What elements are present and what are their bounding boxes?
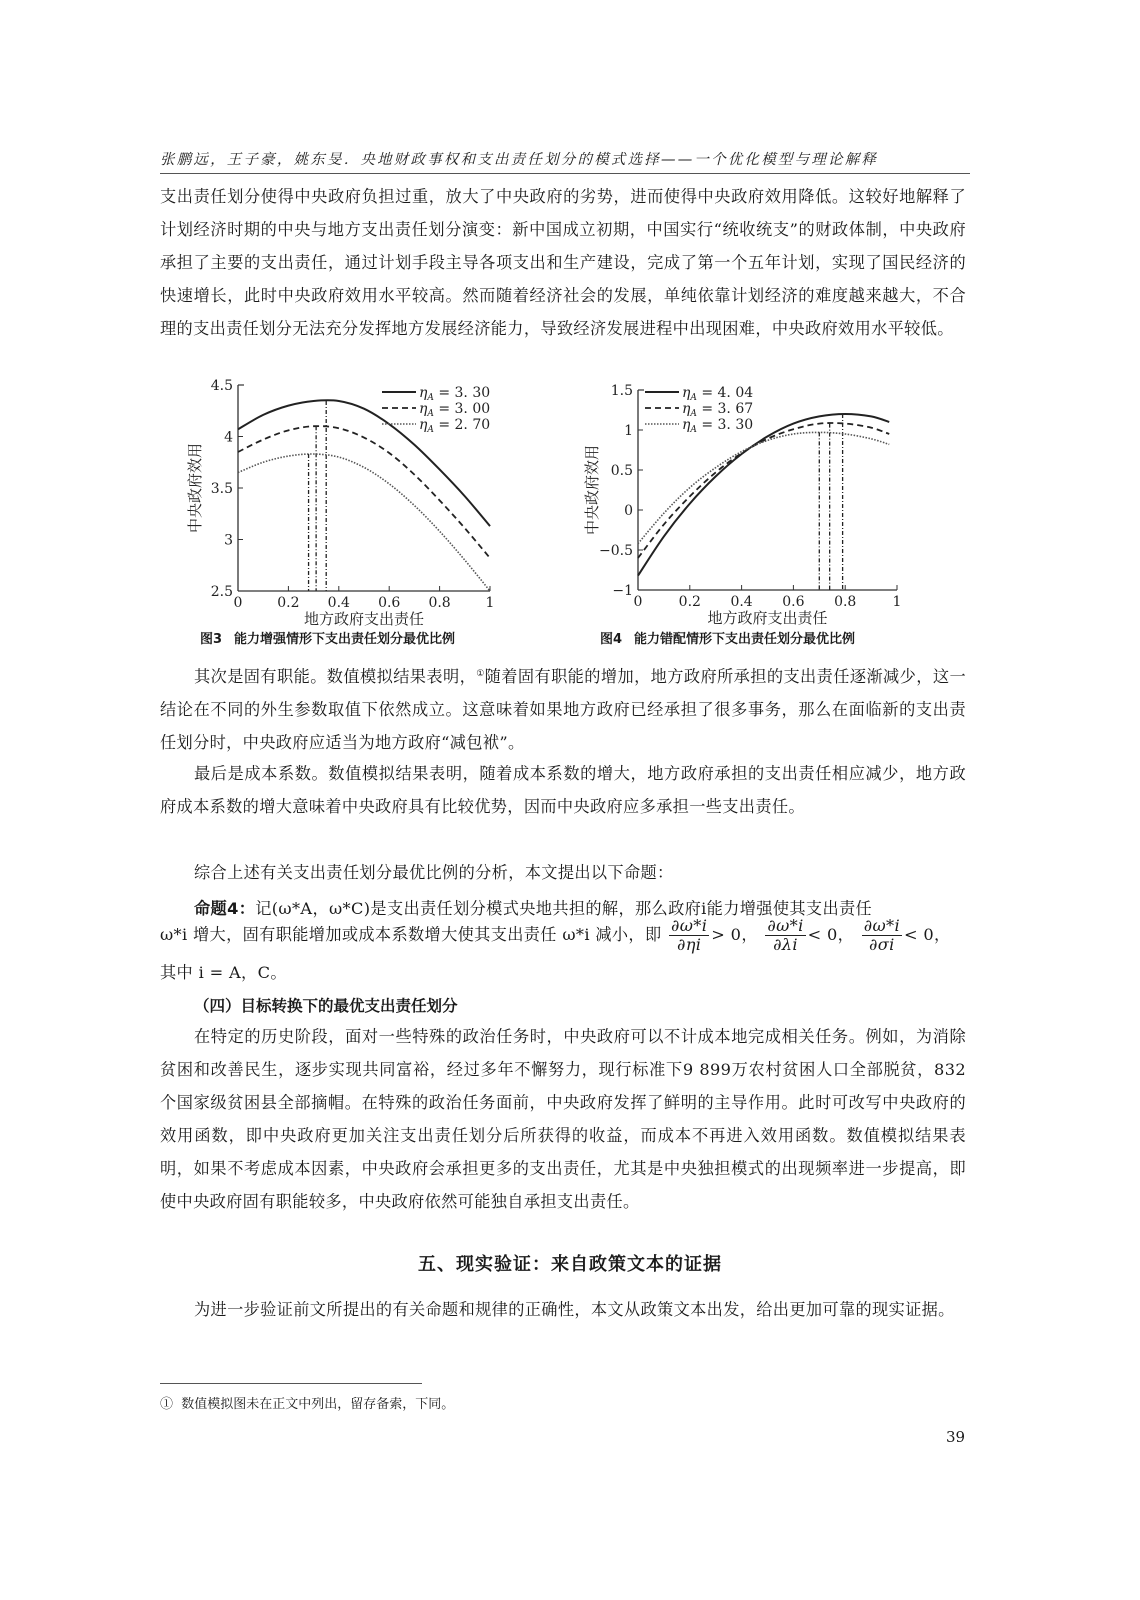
figure-3-caption — [200, 628, 455, 647]
x-tick-label: 0.6 — [782, 594, 805, 610]
proposition-text-1: 记(ω*A，ω*C)是支出责任划分模式央地共担的解，那么政府i能力增强使其支出责任 — [255, 899, 873, 918]
figure-4-caption — [600, 628, 855, 647]
paragraph-6-text: 为进一步验证前文所提出的有关命题和规律的正确性，本文从政策文本出发，给出更加可靠的现实证据。 — [194, 1300, 955, 1319]
derivative-lambda-numerator: ∂ω*i — [767, 916, 804, 936]
y-axis-label: 中央政府效用 — [186, 442, 204, 534]
subheading-4: （四）目标转换下的最优支出责任划分 — [194, 997, 458, 1015]
x-tick-label: 0.2 — [277, 595, 300, 611]
figure-4-label: 图4 — [600, 632, 623, 647]
paragraph-5-text: 在特定的历史阶段，面对一些特殊的政治任务时，中央政府可以不计成本地完成相关任务。例如，为消除贫困和改善民生，逐步实现共同富裕，经过多年不懈努力，现行标准下9 899万农村贫困人口全部脱贫，832个国家级贫困县全部摘帽。在特殊的政治任务面前，中央政府发挥了鲜明的主导作用。此时可改写中央政府的效用函数，即中央政府更加关注支出责任划分后所获得的收益，而成本不再进入效用函数。数值模拟结果表明，如果不考虑成本因素，中央政府会承担更多的支出责任，尤其是中央独担模式的出现频率进一步提高，即使中央政府固有职能较多，中央政府依然可能独自承担支出责任。 — [160, 1027, 966, 1211]
figure-4-chart — [575, 372, 920, 628]
y-axis-label: 中央政府效用 — [583, 444, 601, 536]
footnote-text: 数值模拟图未在正文中列出，留存备索，下同。 — [181, 1397, 455, 1412]
x-tick-label: 0 — [233, 595, 243, 611]
x-tick-label: 0.4 — [327, 595, 350, 611]
header-rule — [160, 173, 970, 174]
y-tick-label: 4.5 — [210, 378, 233, 394]
figure-3-label: 图3 — [200, 632, 223, 647]
legend-entry: $\eta_A = 3$. 00 — [419, 401, 491, 419]
legend-entry: $\eta_A = 2$. 70 — [419, 417, 491, 435]
paragraph-2-text-a: 其次是固有职能。数值模拟结果表明， — [194, 667, 477, 686]
derivative-lambda-denominator: ∂λi — [773, 935, 798, 954]
running-header: 张鹏远，王子豪，姚东旻．央地财政事权和支出责任划分的模式选择——一个优化模型与理论解释 — [160, 152, 879, 168]
x-tick-label: 0.4 — [730, 594, 753, 610]
y-tick-label: 0.5 — [610, 463, 633, 479]
legend-entry: $\eta_A = 3$. 30 — [419, 385, 491, 403]
y-tick-label: 3 — [224, 532, 233, 549]
legend-entry: $\eta_A = 3$. 67 — [682, 401, 754, 419]
derivative-sigma-numerator: ∂ω*i — [863, 916, 900, 936]
series-line-dashed — [638, 423, 889, 558]
x-tick-label: 0.8 — [428, 595, 451, 611]
series-line-dotted — [638, 432, 889, 543]
proposition-label: 命题4： — [194, 899, 256, 918]
x-tick-label: 0.6 — [378, 595, 401, 611]
y-tick-label: 0 — [624, 503, 633, 519]
figure-4-title: 能力错配情形下支出责任划分最优比例 — [634, 632, 856, 647]
derivative-eta-numerator: ∂ω*i — [671, 916, 708, 936]
footnote-mark: ① — [160, 1397, 174, 1412]
y-tick-label: −1 — [612, 583, 633, 599]
derivative-eta — [669, 917, 709, 954]
derivative-sigma-relation: < 0， — [903, 925, 951, 944]
paragraph-3 — [160, 757, 966, 823]
x-tick-label: 0 — [633, 594, 643, 610]
proposition-text-3: 其中 i = A，C。 — [160, 963, 287, 982]
y-tick-label: 1.5 — [610, 383, 633, 399]
paragraph-2 — [160, 658, 966, 759]
x-axis-label: 地方政府支出责任 — [303, 610, 425, 628]
paragraph-1-text: 支出责任划分使得中央政府负担过重，放大了中央政府的劣势，进而使得中央政府效用降低。这较好地解释了计划经济时期的中央与地方支出责任划分演变：新中国成立初期，中国实行“统收统支”的财政体制，中央政府承担了主要的支出责任，通过计划手段主导各项支出和生产建设，完成了第一个五年计划，实现了国民经济的快速增长，此时中央政府效用水平较高。然而随着经济社会的发展，单纯依靠计划经济的难度越来越大，不合理的支出责任划分无法充分发挥地方发展经济能力，导致经济发展进程中出现困难，中央政府效用水平较低。 — [160, 187, 966, 338]
proposition-4-line3 — [160, 956, 966, 989]
proposition-text-2: ω*i 增大，固有职能增加或成本系数增大使其支出责任 ω*i 减小，即 — [160, 925, 662, 944]
x-tick-label: 1 — [485, 595, 495, 611]
derivative-lambda — [765, 917, 805, 954]
derivative-eta-denominator: ∂ηi — [676, 935, 702, 954]
series-line-solid — [638, 414, 889, 576]
y-tick-label: 4 — [224, 429, 233, 446]
paragraph-5 — [160, 1020, 966, 1218]
footnote — [160, 1393, 454, 1412]
y-tick-label: −0.5 — [599, 543, 633, 559]
y-tick-label: 2.5 — [210, 584, 233, 600]
paragraph-3-text: 最后是成本系数。数值模拟结果表明，随着成本系数的增大，地方政府承担的支出责任相应减少，地方政府成本系数的增大意味着中央政府具有比较优势，因而中央政府应多承担一些支出责任。 — [160, 764, 966, 816]
x-tick-label: 1 — [892, 594, 902, 610]
derivative-eta-relation: > 0， — [711, 925, 758, 944]
paragraph-2-text-b: 随着固有职能的增加，地方政府所承担的支出责任逐渐减少，这一结论在不同的外生参数取值下依然成立。这意味着如果地方政府已经承担了很多事务，那么在面临新的支出责任划分时，中央政府应适当为地方政府“减包袱”。 — [160, 667, 966, 752]
x-tick-label: 0.2 — [678, 594, 701, 610]
derivative-sigma — [862, 917, 902, 954]
figure-3-chart — [180, 372, 530, 628]
series-line-dashed — [238, 426, 490, 558]
x-tick-label: 0.8 — [834, 594, 857, 610]
paragraph-6 — [160, 1293, 966, 1326]
section-5-heading: 五、现实验证：来自政策文本的证据 — [418, 1254, 722, 1275]
figure-3-title: 能力增强情形下支出责任划分最优比例 — [234, 632, 456, 647]
derivative-sigma-denominator: ∂σi — [869, 935, 895, 954]
footnote-rule — [160, 1383, 422, 1384]
paragraph-4-text: 综合上述有关支出责任划分最优比例的分析，本文提出以下命题： — [194, 863, 674, 882]
legend-entry: $\eta_A = 3$. 30 — [682, 417, 754, 435]
page-number: 39 — [946, 1428, 966, 1446]
series-line-dotted — [238, 454, 490, 591]
legend-entry: $\eta_A = 4$. 04 — [682, 385, 754, 403]
paragraph-1 — [160, 180, 966, 345]
proposition-4-line2 — [160, 915, 966, 955]
footnote-reference[interactable]: ① — [476, 669, 485, 679]
y-tick-label: 3.5 — [210, 481, 233, 497]
x-axis-label: 地方政府支出责任 — [707, 609, 828, 627]
derivative-lambda-relation: < 0， — [807, 925, 855, 944]
y-tick-label: 1 — [624, 423, 633, 439]
